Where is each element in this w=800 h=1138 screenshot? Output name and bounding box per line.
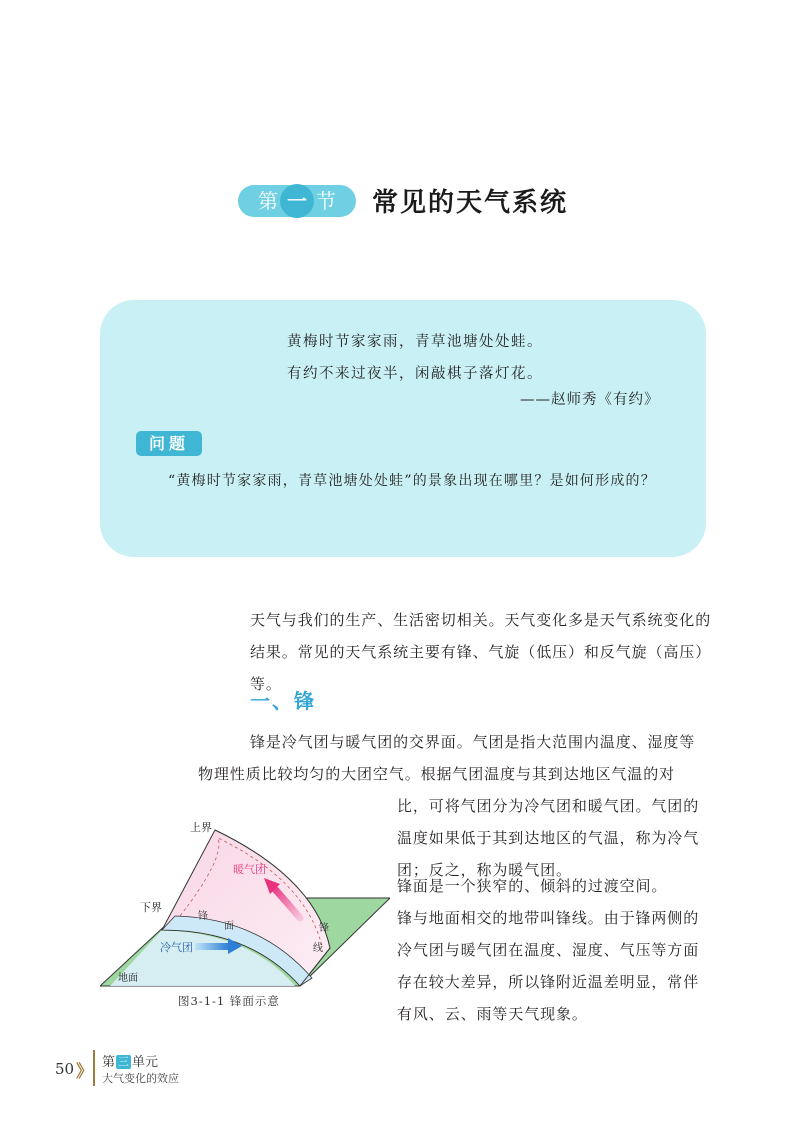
p4-line1: 锋面是一个狭窄的、倾斜的过渡空间。 <box>397 877 668 895</box>
front-diagram <box>100 818 390 988</box>
label-front-line-1: 锋 <box>319 923 329 934</box>
label-front-surface-1: 锋 <box>198 911 208 922</box>
badge-prefix: 第 <box>258 189 278 213</box>
label-cold: 冷气团 <box>160 941 193 954</box>
p4-line5: 有风、云、雨等天气现象。 <box>397 1005 588 1023</box>
label-warm: 暖气团 <box>233 863 266 876</box>
label-ground: 地面 <box>118 973 138 984</box>
p2-line2: 物理性质比较均匀的大团空气。根据气团温度与其到达地区气温的对 <box>198 765 676 783</box>
unit-number: 三 <box>118 1055 130 1068</box>
p3-line1: 比，可将气团分为冷气团和暖气团。气团的 <box>397 797 700 815</box>
p1-line1: 天气与我们的生产、生活密切相关。天气变化多是天气系统变化的 <box>250 611 712 629</box>
front-diagram-svg <box>100 818 390 988</box>
figure-caption: 图3-1-1 锋面示意 <box>178 994 280 1008</box>
p3-line3: 团；反之，称为暖气团。 <box>397 861 572 879</box>
paragraph-front-surface <box>397 870 712 1030</box>
page-number: 50 <box>55 1060 75 1078</box>
p4-line2: 锋与地面相交的地带叫锋线。由于锋两侧的 <box>397 909 700 927</box>
unit-suffix: 单元 <box>132 1055 159 1070</box>
unit-title: 大气变化的效应 <box>102 1072 179 1085</box>
unit-prefix: 第 <box>102 1055 116 1070</box>
badge-suffix: 节 <box>316 189 336 213</box>
p4-line4: 存在较大差异，所以锋附近温差明显，常伴 <box>397 973 700 991</box>
heading-front: 一、锋 <box>250 689 316 713</box>
badge-number: 一 <box>287 189 307 213</box>
p1-line2: 结果。常见的天气系统主要有锋、气旋（低压）和反气旋（高压）等。 <box>250 643 712 693</box>
label-upper: 上界 <box>190 821 212 834</box>
label-lower: 下界 <box>140 901 162 914</box>
poem-line-1: 黄梅时节家家雨，青草池塘处处蛙。 <box>287 334 543 350</box>
p3-line2: 温度如果低于其到达地区的气温，称为冷气 <box>397 829 700 847</box>
unit-label <box>102 1051 158 1070</box>
page-arrow-icon: 》 <box>76 1062 93 1082</box>
question-tag: 问题 <box>136 431 202 456</box>
section-badge <box>238 184 356 218</box>
p2-line1: 锋是冷气团与暖气团的交界面。气团是指大范围内温度、湿度等 <box>250 733 696 751</box>
section-title: 常见的天气系统 <box>372 188 569 218</box>
paragraph-front-definition <box>198 726 720 790</box>
question-text: “黄梅时节家家雨，青草池塘处处蛙”的景象出现在哪里？是如何形成的？ <box>168 473 656 489</box>
paragraph-intro <box>250 604 720 700</box>
p4-line3: 冷气团与暖气团在温度、湿度、气压等方面 <box>397 941 700 959</box>
footer-divider <box>93 1050 95 1086</box>
cold-air-arrow <box>195 943 229 950</box>
poem-line-2: 有约不来过夜半，闲敲棋子落灯花。 <box>287 366 543 382</box>
label-front-surface-2: 面 <box>224 921 234 932</box>
label-front-line-2: 线 <box>313 943 323 954</box>
poem-source: ——赵师秀《有约》 <box>520 392 660 408</box>
